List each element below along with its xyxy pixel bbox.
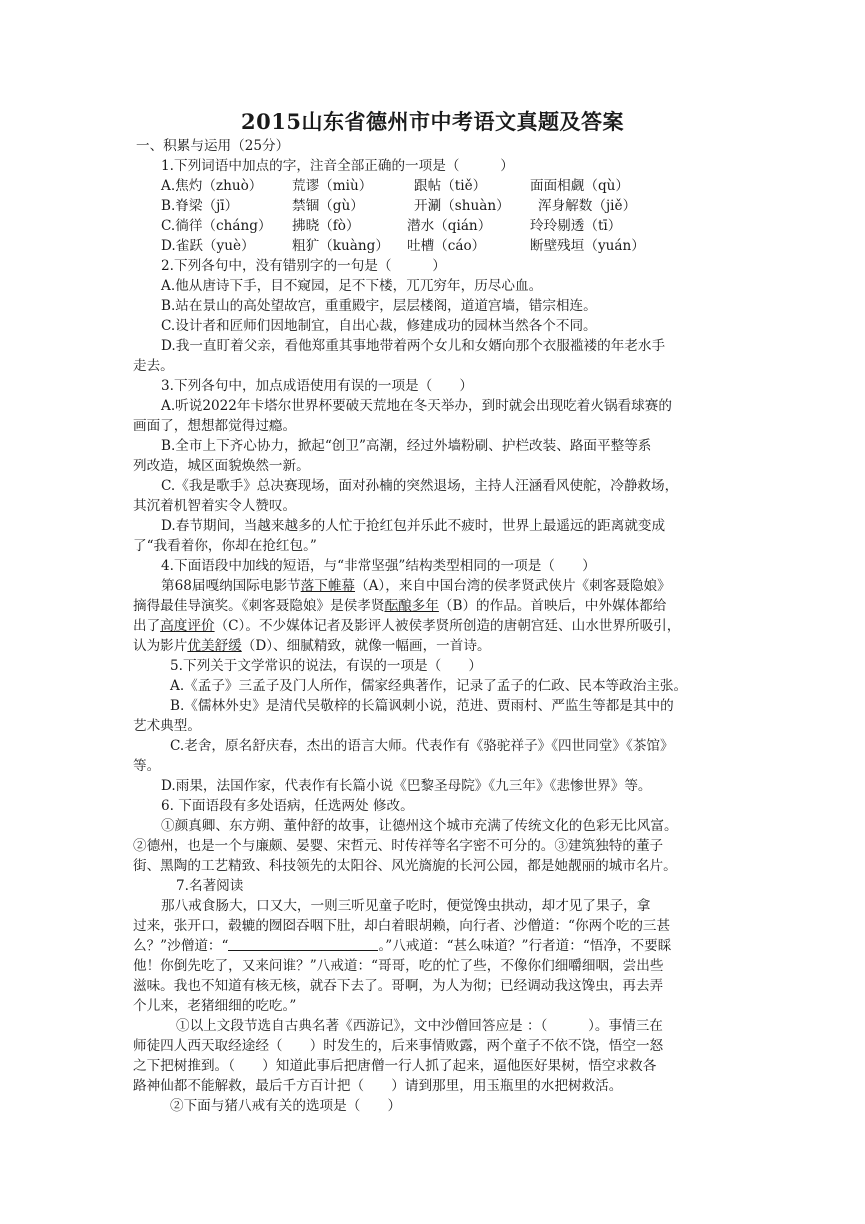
q4-underlined-phrase-b: 酝酿多年	[384, 598, 439, 614]
page-title: 2015山东省德州市中考语文真题及答案	[241, 109, 624, 134]
q7-passage-line-6: 个儿来，老猪细细的吃吃。”	[133, 998, 297, 1014]
q5-option-c-cont: 等。	[133, 758, 161, 774]
answer-blank[interactable]	[228, 936, 378, 951]
q1-option-d-3: 吐槽（cáo）	[407, 238, 486, 254]
q4-passage-line-4	[133, 636, 491, 656]
q3-option-b: B.全市上下齐心协力，掀起“创卫”高潮，经过外墙粉刷、护栏改装、路面平整等系	[161, 438, 652, 454]
q1-option-d-1: D.雀跃（yuè）	[161, 238, 255, 254]
q3-option-a: A.听说2022年卡塔尔世界杯要破天荒地在冬天举办，到时就会出现吃着火锅看球赛的	[161, 398, 672, 414]
q4-passage-line-1	[161, 576, 671, 596]
q5-option-b-cont: 艺术典型。	[133, 718, 201, 734]
question-7-stem: 7.名著阅读	[176, 878, 244, 894]
q1-option-c-3: 潜水（qián）	[407, 218, 492, 234]
q1-option-a-3: 跟帖（tiě）	[414, 178, 487, 194]
q5-option-a: A.《孟子》三孟子及门人所作，儒家经典著作，记录了孟子的仁政、民本等政治主张。	[170, 678, 688, 694]
q1-option-a-1: A.焦灼（zhuò）	[161, 178, 263, 194]
q7-passage-line-2: 过来，张开口，毂辘的囫囵吞咽下肚，却白着眼胡赖，向行者、沙僧道：“你两个吃的三甚	[133, 918, 671, 934]
q5-option-d: D.雨果，法国作家，代表作有长篇小说《巴黎圣母院》《九三年》《悲惨世界》等。	[161, 778, 652, 794]
question-4-stem: 4.下面语段中加线的短语，与“非常坚强”结构类型相同的一项是（ ）	[161, 558, 596, 574]
q1-option-b-3: 开涮（shuàn）	[414, 198, 510, 214]
q4-passage-line-2	[133, 596, 666, 616]
q4-text: （C）。不少媒体记者及影评人被侯孝贤所创造的唐朝宫廷、山水世界所吸引，	[214, 618, 681, 634]
q1-option-a-2: 荒谬（miù）	[292, 178, 373, 194]
q4-text: （A），来自中国台湾的侯孝贤武侠片《刺客聂隐娘》	[355, 578, 671, 594]
q3-option-b-cont: 列改造，城区面貌焕然一新。	[133, 458, 310, 474]
q2-option-a: A.他从唐诗下手，目不窥园，足不下楼，兀兀穷年，历尽心血。	[161, 278, 543, 294]
q4-underlined-phrase-a: 落下帷幕	[300, 578, 356, 594]
q3-option-c: C.《我是歌手》总决赛现场，面对孙楠的突然退场，主持人汪涵看风使舵，冷静救场，	[161, 478, 679, 494]
q6-passage-line-1: ①颜真卿、东方朔、董仲舒的故事，让德州这个城市充满了传统文化的色彩无比风富。	[161, 818, 678, 834]
q7-subquestion-1-cont-3: 路神仙都不能解救，最后千方百计把（ ）请到那里，用玉瓶里的水把树救活。	[133, 1078, 623, 1094]
section-heading: 一、积累与运用（25分）	[136, 138, 290, 154]
q2-option-d: D.我一直盯着父亲，看他郑重其事地带着两个女儿和女婿向那个衣服褴褛的年老水手	[161, 338, 666, 354]
q4-text: 摘得最佳导演奖。《刺客聂隐娘》是侯孝贤	[133, 598, 385, 614]
q7-text: 么？”沙僧道：“	[133, 938, 229, 954]
q7-passage-line-4: 他！你倒先吃了，又来问谁？”八戒道：“哥哥，吃的忙了些，不像你们细嚼细咽，尝出些	[133, 958, 664, 974]
q4-text: 出了	[133, 618, 161, 634]
question-3-stem: 3.下列各句中，加点成语使用有误的一项是（ ）	[161, 378, 474, 394]
q3-option-d: D.春节期间，当越来越多的人忙于抢红包并乐此不疲时，世界上最遥远的距离就变成	[161, 518, 666, 534]
q4-underlined-phrase-d: 优美舒缓	[187, 638, 242, 654]
q4-text: （B）的作品。首映后，中外媒体都给	[438, 598, 667, 614]
question-5-stem: 5.下列关于文学常识的说法，有误的一项是（ ）	[170, 658, 483, 674]
question-2-stem: 2.下列各句中，没有错别字的一句是（ ）	[161, 258, 446, 274]
q1-option-d-4: 断壁残垣（yuán）	[530, 238, 645, 254]
q7-text: 。”八戒道：“甚么味道？”行者道：“悟净，不要睬	[378, 938, 672, 954]
q1-option-b-4: 浑身解数（jiě）	[538, 198, 637, 214]
q7-subquestion-1-cont-2: 之下把树推到。（ ）知道此事后把唐僧一行人抓了起来，逼他医好果树，悟空求救各	[133, 1058, 657, 1074]
q1-option-c-4: 玲玲剔透（tī）	[530, 218, 622, 234]
q1-option-a-4: 面面相觑（qù）	[530, 178, 630, 194]
q7-subquestion-1-cont-1: 师徒四人西天取经途经（ ）时发生的，后来事情败露，两个童子不依不饶，悟空一怒	[133, 1038, 664, 1054]
q1-option-c-1: C.徜徉（cháng）	[161, 218, 272, 234]
q3-option-c-cont: 其沉着机智着实令人赞叹。	[133, 498, 297, 514]
q5-option-b: B.《儒林外史》是清代吴敬梓的长篇讽刺小说，范进、贾雨村、严监生等都是其中的	[170, 698, 674, 714]
q1-option-b-2: 禁锢（gù）	[292, 198, 364, 214]
q6-passage-line-3: 街、黑陶的工艺精致、科技领先的太阳谷、风光旖旎的长河公园，都是她靓丽的城市名片。	[133, 858, 677, 874]
q4-text: 第68届嘎纳国际电影节	[161, 578, 301, 594]
question-6-stem: 6. 下面语段有多处语病，任选两处 修改。	[161, 798, 414, 814]
q4-text: （D）、细腻精致，就像一幅画，一首诗。	[241, 638, 491, 654]
q7-subquestion-2: ②下面与猪八戒有关的选项是（ ）	[170, 1098, 402, 1114]
q7-subquestion-1: ①以上文段节选自古典名著《西游记》，文中沙僧回答应是 ：（ ）。事情三在	[176, 1018, 663, 1034]
q5-option-c: C.老舍，原名舒庆春，杰出的语言大师。代表作有《骆驼祥子》《四世同堂》《茶馆》	[170, 738, 674, 754]
q1-option-b-1: B.脊梁（jī）	[161, 198, 239, 214]
q7-passage-line-1: 那八戒食肠大，口又大，一则三听见童子吃时，便觉馋虫拱动，却才见了果子，拿	[161, 898, 651, 914]
q2-option-d-cont: 走去。	[133, 358, 174, 374]
q7-passage-line-5: 滋味。我也不知道有核无核，就吞下去了。哥啊，为人为彻；已经调动我这馋虫，再去弄	[133, 978, 664, 994]
q4-underlined-phrase-c: 高度评价	[160, 618, 215, 634]
q7-passage-line-3	[133, 936, 671, 956]
q4-passage-line-3	[133, 616, 680, 636]
q1-option-d-2: 粗犷（kuàng）	[292, 238, 389, 254]
q2-option-c: C.设计者和匠师们因地制宜，自出心裁，修建成功的园林当然各个不同。	[161, 318, 597, 334]
q1-option-c-2: 拂晓（fò）	[292, 218, 360, 234]
q3-option-a-cont: 画面了，想想都觉得过瘾。	[133, 418, 297, 434]
q4-text: 认为影片	[133, 638, 188, 654]
q2-option-b: B.站在景山的高处望故宫，重重殿宇，层层楼阁，道道宫墙，错宗相连。	[161, 298, 597, 314]
q6-passage-line-2: ②德州，也是一个与廉颇、晏婴、宋哲元、时传祥等名字密不可分的。③建筑独特的董子	[133, 838, 664, 854]
question-1-stem: 1.下列词语中加点的字，注音全部正确的一项是（ ）	[161, 158, 514, 174]
q3-option-d-cont: 了“我看着你，你却在抢红包。”	[133, 538, 317, 554]
